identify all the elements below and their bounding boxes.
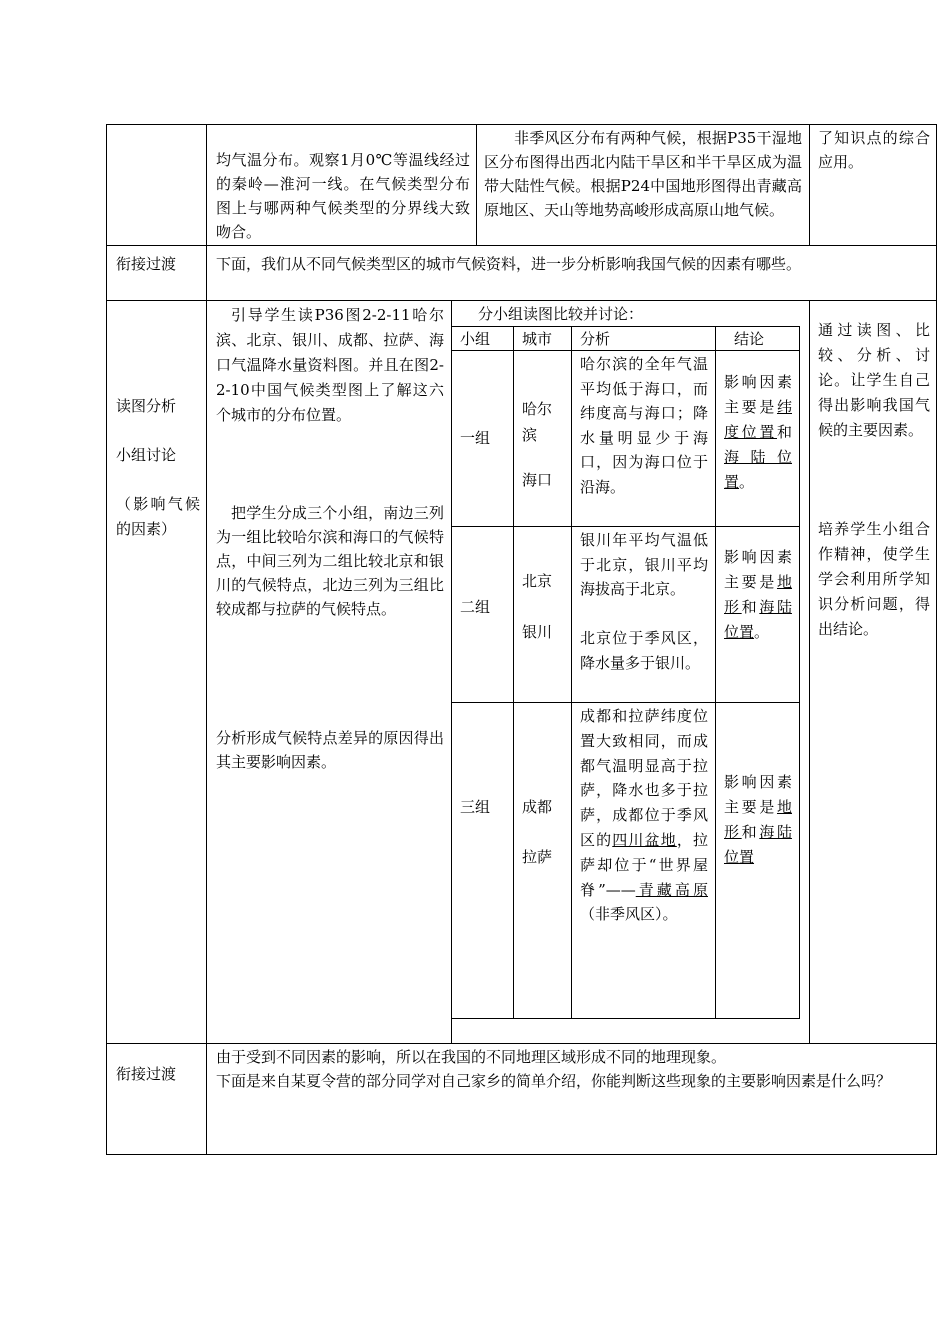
group-1-name: 一组 bbox=[460, 429, 491, 447]
row1-content-right: 非季风区分布有两种气候，根据P35干湿地区分布图得出西北内陆干旱区和半干旱区成为温带大陆性气候。根据P24中国地形图得出青藏高原地区、天山等地势高峻形成高原山地气候。 bbox=[484, 129, 802, 219]
group-1-conclusion-factor-2: 海陆位置 bbox=[724, 448, 792, 491]
row1-content-left: 均气温分布。观察1月0℃等温线经过的秦岭—淮河一线。在气候类型分布图上与哪两种气候类型的分界线大致吻合。 bbox=[216, 151, 470, 241]
group-2-analysis-2: 北京位于季风区，降水量多于银川。 bbox=[580, 629, 708, 672]
group-3-conclusion bbox=[724, 770, 792, 870]
table-border-bottom bbox=[106, 1154, 937, 1155]
table-border-row2 bbox=[106, 300, 937, 301]
table-border-top bbox=[106, 124, 937, 125]
inner-header-group: 小组 bbox=[460, 330, 491, 348]
group-3-conclusion-factor-1: 地形 bbox=[724, 798, 792, 841]
row3-divider-a bbox=[451, 300, 452, 1044]
row3-label-b: 小组讨论 bbox=[116, 446, 177, 464]
table-border-row1 bbox=[106, 245, 937, 246]
group-1-analysis: 哈尔滨的全年气温平均低于海口，而纬度高与海口；降水量明显少于海口，因为海口位于沿海。 bbox=[580, 355, 708, 496]
group-3-city-a: 成都 bbox=[522, 798, 553, 816]
inner-header-city: 城市 bbox=[522, 330, 553, 348]
row1-note: 了知识点的综合应用。 bbox=[818, 129, 930, 171]
group-1-conclusion-factor-1: 纬度位置 bbox=[724, 398, 792, 441]
inner-table-col-2 bbox=[571, 326, 572, 1019]
design-purpose-1: 通过读图、比较、分析、讨论。让学生自己得出影响我国气候的主要因素。 bbox=[818, 321, 930, 439]
row2-content: 下面，我们从不同气候类型区的城市气候资料，进一步分析影响我国气候的因素有哪些。 bbox=[216, 255, 802, 273]
inner-table-row1-bottom bbox=[451, 526, 800, 527]
inner-header-conclusion: 结论 bbox=[734, 330, 765, 348]
inner-header-analysis: 分析 bbox=[580, 330, 611, 348]
inner-table-col-1 bbox=[513, 326, 514, 1019]
teacher-activity-1: 引导学生读P36图2-2-11哈尔滨、北京、银川、成都、拉萨、海口气温降水量资料图。并且在图2-2-10中国气候类型图上了解这六个城市的分布位置。 bbox=[216, 306, 444, 424]
row2-label: 衔接过渡 bbox=[116, 255, 177, 273]
row4-line-1: 由于受到不同因素的影响，所以在我国的不同地理区域形成不同的地理现象。 bbox=[216, 1048, 727, 1066]
group-3-conclusion-pre: 影响因素主要是 bbox=[724, 773, 792, 816]
row1-divider-b bbox=[809, 124, 810, 246]
group-1-conclusion-mid: 和 bbox=[776, 423, 792, 441]
group-1-conclusion-post: 。 bbox=[739, 473, 755, 491]
group-2-city-a: 北京 bbox=[522, 572, 553, 590]
group-2-conclusion-pre: 影响因素主要是 bbox=[724, 548, 792, 591]
teacher-activity-2: 把学生分成三个小组，南边三列为一组比较哈尔滨和海口的气候特点，中间三列为二组比较北京和银川的气候特点，北边三列为三组比较成都与拉萨的气候特点。 bbox=[216, 504, 444, 618]
group-3-analysis bbox=[580, 704, 708, 927]
group-3-name: 三组 bbox=[460, 798, 491, 816]
design-purpose-2: 培养学生小组合作精神，使学生学会利用所学知识分析问题，得出结论。 bbox=[818, 520, 930, 638]
row4-line-2: 下面是来自某夏令营的部分同学对自己家乡的简单介绍，你能判断这些现象的主要影响因素是什么吗？ bbox=[216, 1072, 892, 1090]
table-col-divider-1 bbox=[206, 124, 207, 1155]
group-2-city-b: 银川 bbox=[522, 623, 553, 641]
inner-table-right bbox=[799, 326, 800, 1019]
group-2-conclusion-factor-2: 海陆位置 bbox=[724, 598, 792, 641]
group-1-city-a-text: 哈尔滨 bbox=[522, 400, 553, 444]
inner-table-row2-bottom bbox=[451, 702, 800, 703]
teacher-activity-3: 分析形成气候特点差异的原因得出其主要影响因素。 bbox=[216, 729, 444, 771]
row3-divider-b bbox=[809, 300, 810, 1044]
group-1-conclusion-pre: 影响因素主要是 bbox=[724, 373, 792, 416]
group-3-analysis-mid: ，拉萨却位于“世界屋脊”—— bbox=[580, 830, 708, 899]
group-1-city-a bbox=[522, 396, 558, 448]
row4-label: 衔接过渡 bbox=[116, 1065, 177, 1083]
group-1-conclusion bbox=[724, 370, 792, 495]
table-border-row3 bbox=[106, 1043, 937, 1044]
inner-table-col-3 bbox=[715, 326, 716, 1019]
group-2-conclusion bbox=[724, 545, 792, 645]
group-2-conclusion-mid: 和 bbox=[741, 598, 760, 616]
group-3-conclusion-mid: 和 bbox=[741, 823, 760, 841]
table-border-right bbox=[936, 124, 937, 1155]
group-2-analysis-1: 银川年平均气温低于北京，银川平均海拔高于北京。 bbox=[580, 531, 708, 598]
table-border-left bbox=[106, 124, 107, 1155]
group-2-name: 二组 bbox=[460, 598, 491, 616]
group-3-analysis-basin: 四川盆地 bbox=[612, 830, 677, 849]
group-1-city-b: 海口 bbox=[522, 471, 553, 489]
group-3-city-b: 拉萨 bbox=[522, 848, 553, 866]
group-2-conclusion-post: 。 bbox=[754, 623, 770, 641]
inner-table-bottom bbox=[451, 1018, 800, 1019]
group-3-analysis-plateau: 青藏高原 bbox=[635, 880, 708, 899]
row3-label-c: （影响气候的因素） bbox=[116, 495, 200, 538]
group-3-analysis-pre: 成都和拉萨纬度位置大致相同，而成都气温明显高于拉萨，降水也多于拉萨，成都位于季风区的 bbox=[580, 707, 708, 849]
group-2-conclusion-factor-1: 地形 bbox=[724, 573, 792, 616]
row3-label-a: 读图分析 bbox=[116, 397, 177, 415]
group-3-conclusion-factor-2: 海陆位置 bbox=[724, 823, 792, 866]
row1-divider-a bbox=[476, 124, 477, 246]
group-3-analysis-post: （非季风区）。 bbox=[580, 905, 678, 924]
student-activity-title: 分小组读图比较并讨论： bbox=[478, 305, 644, 323]
